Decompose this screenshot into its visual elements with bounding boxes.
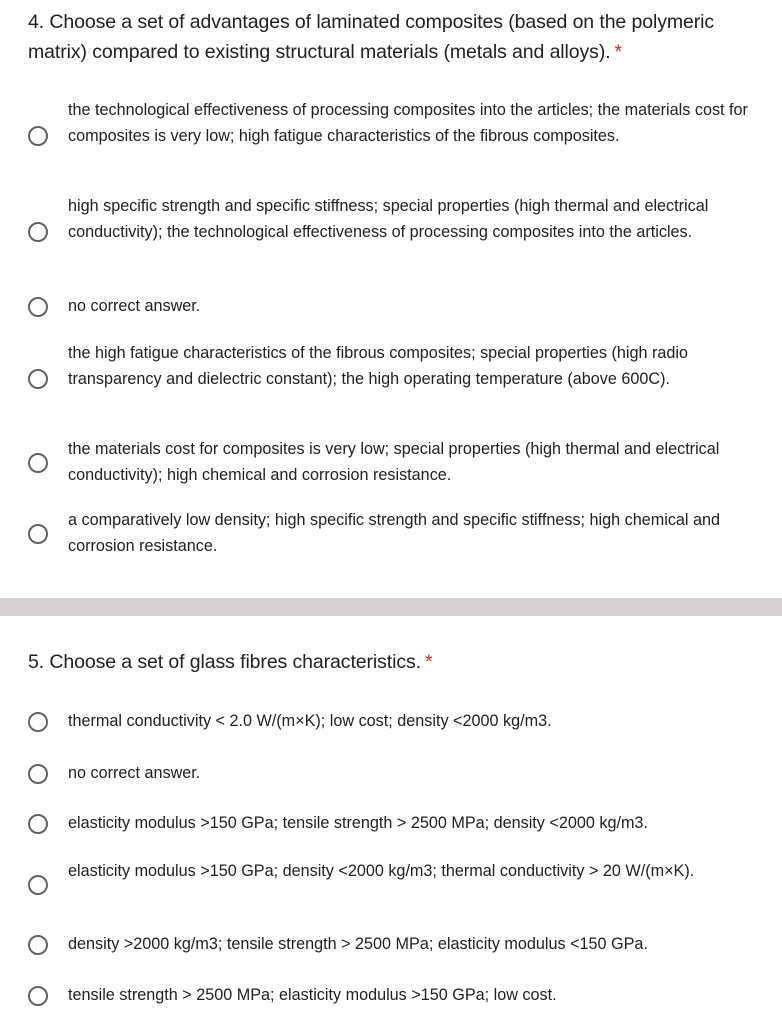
question-title-text: 4. Choose a set of advantages of laminated composites (based on the polymeric matrix) compared to existing structural materials (metals and alloys). bbox=[28, 11, 715, 63]
question-card-5 bbox=[0, 616, 782, 1024]
radio-option[interactable] bbox=[0, 709, 782, 735]
option-label[interactable]: elasticity modulus >150 GPa; tensile strength > 2500 MPa; density <2000 kg/m3. bbox=[68, 814, 648, 832]
radio-button[interactable] bbox=[28, 297, 48, 317]
radio-option[interactable] bbox=[0, 932, 782, 958]
radio-button[interactable] bbox=[28, 875, 48, 895]
radio-button[interactable] bbox=[28, 986, 48, 1006]
option-label[interactable]: the materials cost for composites is very low; special properties (high thermal and electrical conductivity); high chemical and corrosion resistance. bbox=[68, 440, 720, 484]
radio-option[interactable] bbox=[0, 194, 782, 272]
option-label[interactable]: elasticity modulus >150 GPa; density <2000 kg/m3; thermal conductivity > 20 W/(m×K). bbox=[68, 862, 695, 880]
radio-button[interactable] bbox=[28, 935, 48, 955]
radio-button[interactable] bbox=[28, 712, 48, 732]
required-asterisk: * bbox=[614, 41, 623, 63]
radio-button[interactable] bbox=[28, 814, 48, 834]
radio-option[interactable] bbox=[0, 98, 782, 176]
radio-option[interactable] bbox=[0, 811, 782, 837]
radio-option[interactable] bbox=[0, 294, 782, 320]
option-label[interactable]: density >2000 kg/m3; tensile strength > 2500 MPa; elasticity modulus <150 GPa. bbox=[68, 935, 648, 953]
radio-option[interactable] bbox=[0, 761, 782, 787]
option-label[interactable]: a comparatively low density; high specific strength and specific stiffness; high chemical and corrosion resistance. bbox=[68, 511, 721, 555]
radio-button[interactable] bbox=[28, 126, 48, 146]
question-title-text: 5. Choose a set of glass fibres characteristics. bbox=[28, 651, 421, 673]
radio-option[interactable] bbox=[0, 983, 782, 1009]
option-label[interactable]: thermal conductivity < 2.0 W/(m×K); low cost; density <2000 kg/m3. bbox=[68, 712, 552, 730]
radio-option[interactable] bbox=[0, 508, 782, 560]
option-label[interactable]: no correct answer. bbox=[68, 297, 201, 315]
card-separator bbox=[0, 598, 782, 616]
option-label[interactable]: the high fatigue characteristics of the fibrous composites; special properties (high radio transparency and dielectric constant); the high operating temperature (above 600C). bbox=[68, 344, 688, 388]
radio-button[interactable] bbox=[28, 222, 48, 242]
radio-option[interactable] bbox=[0, 341, 782, 419]
radio-button[interactable] bbox=[28, 524, 48, 544]
radio-button[interactable] bbox=[28, 453, 48, 473]
question-title bbox=[28, 7, 773, 67]
radio-button[interactable] bbox=[28, 764, 48, 784]
option-label[interactable]: the technological effectiveness of processing composites into the articles; the materials cost for composites is very low; high fatigue characteristics of the fibrous composites. bbox=[68, 101, 748, 145]
option-label[interactable]: tensile strength > 2500 MPa; elasticity modulus >150 GPa; low cost. bbox=[68, 986, 557, 1004]
option-label[interactable]: no correct answer. bbox=[68, 764, 201, 782]
radio-option[interactable] bbox=[0, 859, 782, 911]
radio-button[interactable] bbox=[28, 369, 48, 389]
question-title bbox=[28, 647, 773, 677]
option-label[interactable]: high specific strength and specific stiffness; special properties (high thermal and electrical conductivity); the technological effectiveness of processing composites into the articles. bbox=[68, 197, 709, 241]
radio-option[interactable] bbox=[0, 437, 782, 489]
required-asterisk: * bbox=[424, 651, 433, 673]
